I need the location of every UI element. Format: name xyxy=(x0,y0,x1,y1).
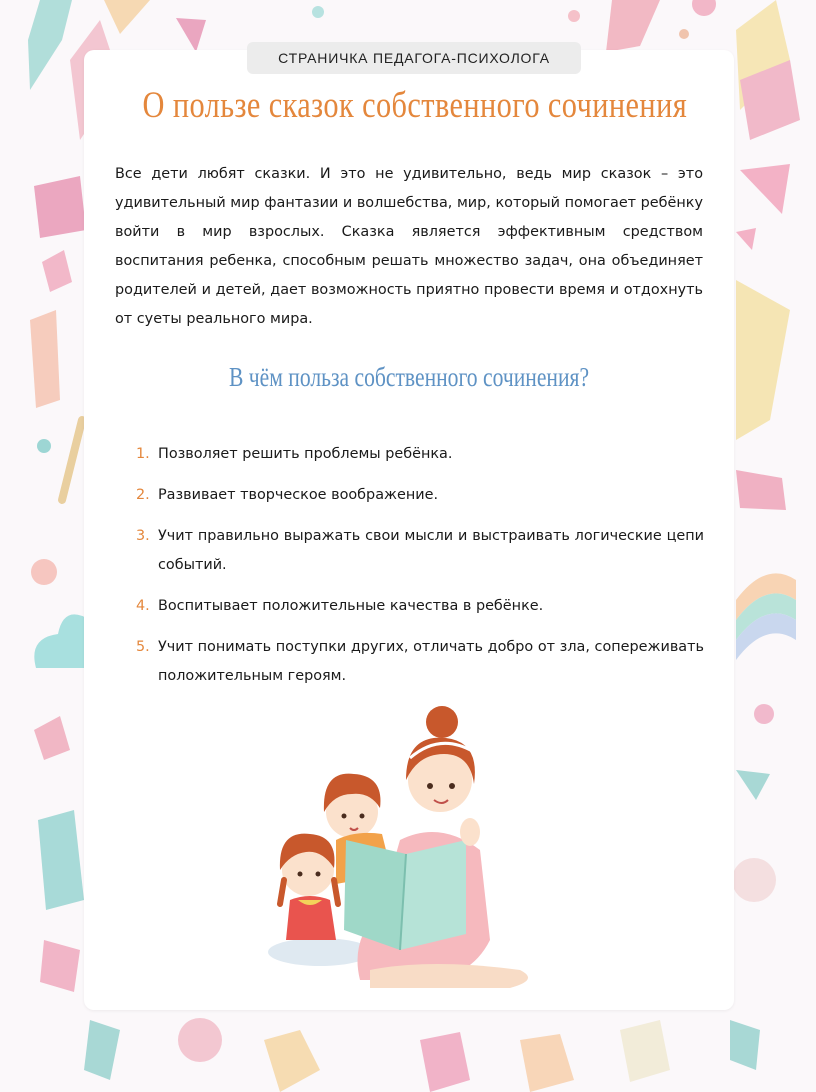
cloud-decoration xyxy=(34,614,90,668)
crystal-decoration xyxy=(28,0,72,90)
section-header xyxy=(247,42,581,74)
list-item-number: 3. xyxy=(136,528,150,544)
crystal-decoration xyxy=(34,716,70,760)
bubble-decoration xyxy=(312,6,324,18)
list-item xyxy=(136,633,704,691)
bubble-decoration xyxy=(568,10,580,22)
list-item-text: Развивает творческое воображение. xyxy=(158,487,439,503)
bubble-decoration xyxy=(37,439,51,453)
crystal-decoration xyxy=(40,940,80,992)
crystal-decoration xyxy=(176,18,206,52)
list-item-text: Учит понимать поступки других, отличать добро от зла, сопереживать положительным героям. xyxy=(158,639,704,684)
crystal-decoration xyxy=(736,470,786,510)
intro-paragraph: Все дети любят сказки. И это не удивительно, ведь мир сказок – это удивительный мир фантазии и волшебства, мир, который помогает ребёнку войти в мир взрослых. Сказка является эффективным средством воспитания ребенка, способным решать множество задач, она объединяет родителей и детей, дает возможность приятно провести время и отдохнуть от суеты реального мира. xyxy=(115,166,703,327)
crystal-decoration xyxy=(264,1030,320,1092)
crystal-decoration xyxy=(606,0,660,52)
crystal-decoration xyxy=(730,1020,760,1070)
benefits-list xyxy=(136,440,704,691)
crystal-decoration xyxy=(740,164,790,214)
crystal-decoration xyxy=(520,1034,574,1092)
section-header-label: СТРАНИЧКА ПЕДАГОГА-ПСИХОЛОГА xyxy=(278,50,550,66)
bubble-decoration xyxy=(31,559,57,585)
crystal-decoration xyxy=(104,0,150,34)
list-item-number: 4. xyxy=(136,598,150,614)
wand-decoration xyxy=(62,420,82,500)
list-item xyxy=(136,481,704,510)
list-item xyxy=(136,592,704,621)
lollipop-decoration xyxy=(178,1018,222,1062)
crystal-decoration xyxy=(736,770,770,800)
crystal-decoration xyxy=(736,228,756,250)
list-item-number: 2. xyxy=(136,487,150,503)
crystal-decoration xyxy=(34,176,86,238)
crystal-decoration xyxy=(30,310,60,408)
bubble-decoration xyxy=(679,29,689,39)
crystal-decoration xyxy=(84,1020,120,1080)
list-item-number: 1. xyxy=(136,446,150,462)
page-title: О пользе сказок собственного сочинения xyxy=(142,85,688,126)
star-decoration xyxy=(736,280,790,440)
mother-reading-illustration xyxy=(260,700,550,995)
list-item-text: Учит правильно выражать свои мысли и выстраивать логические цепи событий. xyxy=(158,528,704,573)
crystal-decoration xyxy=(42,250,72,292)
crystal-decoration xyxy=(38,810,84,910)
list-item xyxy=(136,440,704,469)
list-item-number: 5. xyxy=(136,639,150,655)
bubble-decoration xyxy=(754,704,774,724)
list-item-text: Позволяет решить проблемы ребёнка. xyxy=(158,446,453,462)
list-item-text: Воспитывает положительные качества в ребёнке. xyxy=(158,598,544,614)
crystal-decoration xyxy=(620,1020,670,1082)
list-item xyxy=(136,522,704,580)
book xyxy=(344,840,406,950)
bubble-decoration xyxy=(692,0,716,16)
crystal-decoration xyxy=(420,1032,470,1092)
section-subtitle: В чём польза собственного сочинения? xyxy=(228,362,590,392)
unicorn-decoration xyxy=(732,858,776,902)
